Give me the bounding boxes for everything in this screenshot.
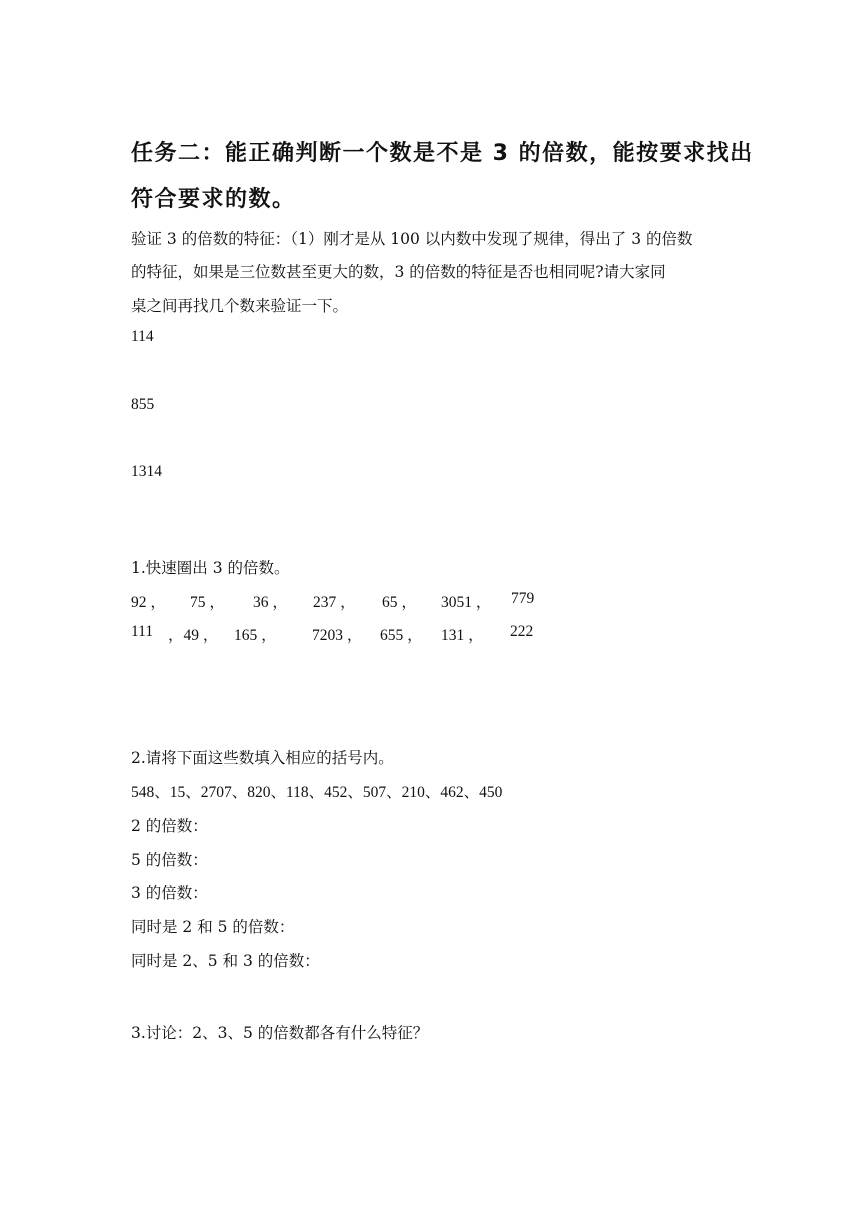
q1-row1-item: 3051 ， xyxy=(441,594,492,611)
intro-line1: 验证 3 的倍数的特征：（1）刚才是从 100 以内数中发现了规律，得出了 3 的倍数 xyxy=(131,230,693,248)
q1-row2-item: 222 xyxy=(510,623,534,640)
task-title-line2: 符合要求的数。 xyxy=(131,187,296,212)
q2-category: 2 的倍数： xyxy=(131,817,208,835)
q1-row1-item: 75 ， xyxy=(190,594,225,611)
q1-row2-item: 7203 ， xyxy=(312,627,363,644)
q2-category: 3 的倍数： xyxy=(131,884,208,902)
q1-row2-item: ，49 ， xyxy=(168,627,219,644)
example-number: 855 xyxy=(131,396,155,413)
task-title-line1: 任务二：能正确判断一个数是不是 3 的倍数，能按要求找出 xyxy=(131,141,754,166)
intro-line2: 的特征，如果是三位数甚至更大的数，3 的倍数的特征是否也相同呢?请大家同 xyxy=(131,263,666,281)
q1-row2-item: 111 xyxy=(131,623,154,640)
q2-category: 5 的倍数： xyxy=(131,851,208,869)
q3-title: 3.讨论：2、3、5 的倍数都各有什么特征？ xyxy=(131,1024,429,1042)
q1-row1-item: 237 ， xyxy=(313,594,356,611)
q2-number-list: 548、15、2707、820、118、452、507、210、462、450 xyxy=(131,784,503,801)
q1-row1-item: 779 xyxy=(511,590,535,607)
q1-row1-item: 36 ， xyxy=(253,594,288,611)
q1-row1-item: 92 ， xyxy=(131,594,166,611)
q2-category: 同时是 2、5 和 3 的倍数： xyxy=(131,952,320,970)
q1-row2-item: 165 ， xyxy=(234,627,277,644)
q2-title: 2.请将下面这些数填入相应的括号内。 xyxy=(131,749,394,767)
q1-row2-item: 131 ， xyxy=(441,627,484,644)
intro-line3: 桌之间再找几个数来验证一下。 xyxy=(131,297,349,315)
q2-category: 同时是 2 和 5 的倍数： xyxy=(131,918,295,936)
q1-title: 1.快速圈出 3 的倍数。 xyxy=(131,559,290,577)
q1-row2-item: 655 ， xyxy=(380,627,423,644)
example-number: 1314 xyxy=(131,463,162,480)
q1-row1-item: 65 ， xyxy=(382,594,417,611)
example-number: 114 xyxy=(131,328,154,345)
